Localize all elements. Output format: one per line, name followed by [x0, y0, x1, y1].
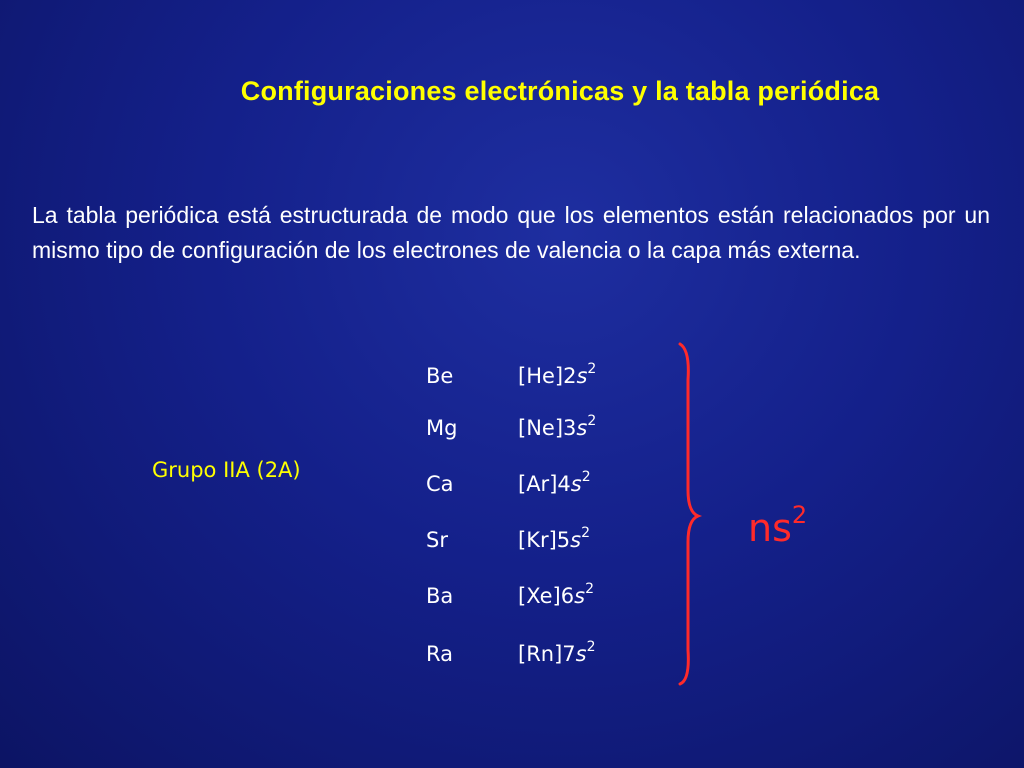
electron-configuration: $[Kr]5s^2$: [518, 525, 591, 552]
element-symbol: Sr: [426, 528, 448, 552]
electron-configuration: $[Xe]6s^2$: [518, 581, 594, 608]
element-row: [0, 413, 680, 446]
element-symbol: Be: [426, 364, 454, 388]
element-symbol: Ca: [426, 472, 454, 496]
general-configuration: $ns^2$: [748, 501, 808, 550]
slide-title: Configuraciones electrónicas y la tabla periódica: [240, 76, 880, 106]
group-label: Grupo IIA (2A): [152, 458, 301, 482]
electron-configuration: $[Ne]3s^2$: [518, 413, 597, 440]
right-brace: [668, 340, 708, 688]
element-row: [0, 361, 680, 394]
electron-configuration: $[Ar]4s^2$: [518, 469, 591, 496]
electron-configuration: $[He]2s^2$: [518, 361, 597, 388]
element-row: [0, 639, 680, 672]
electron-configuration: $[Rn]7s^2$: [518, 639, 596, 666]
element-symbol: Ra: [426, 642, 453, 666]
element-row: [0, 581, 680, 614]
element-symbol: Mg: [426, 416, 458, 440]
element-row: [0, 525, 680, 558]
element-symbol: Ba: [426, 584, 454, 608]
intro-paragraph: La tabla periódica está estructurada de modo que los elementos están relacionados por un mismo tipo de configuración de los electrones de valencia o la capa más externa.: [32, 202, 990, 263]
